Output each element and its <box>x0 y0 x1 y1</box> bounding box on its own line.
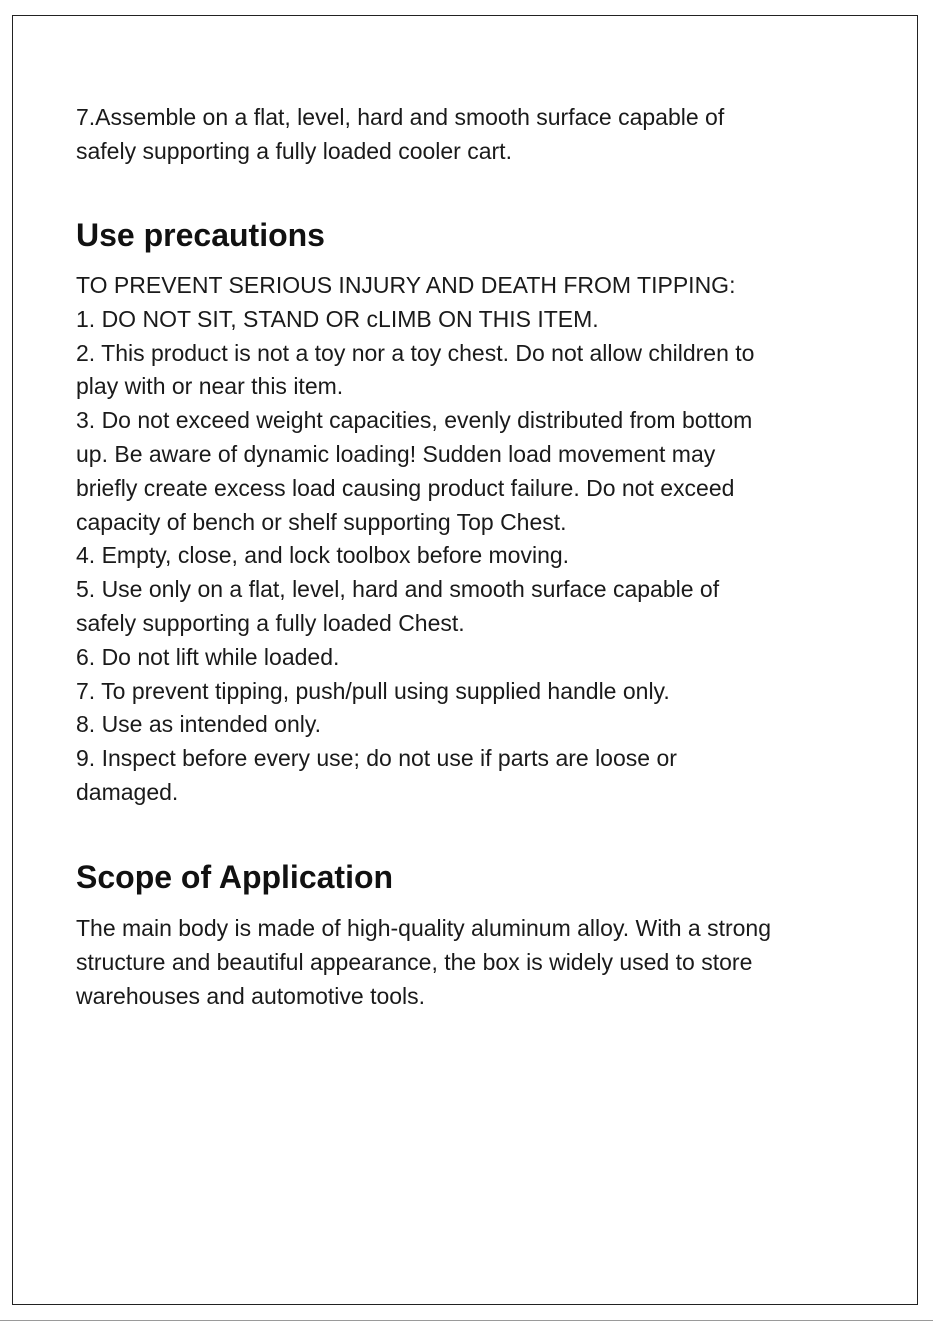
precaution-line: 3. Do not exceed weight capacities, evenly distributed from bottom <box>76 407 753 434</box>
precaution-line: 9. Inspect before every use; do not use if parts are loose or <box>76 745 677 772</box>
precautions-list <box>76 269 876 810</box>
document-body <box>76 100 876 1013</box>
intro-line: safely supporting a fully loaded cooler cart. <box>76 138 512 164</box>
precaution-line: safely supporting a fully loaded Chest. <box>76 609 465 636</box>
scope-heading: Scope of Application <box>76 858 394 895</box>
scope-paragraph <box>76 911 876 1013</box>
scope-line: structure and beautiful appearance, the box is widely used to store <box>76 948 753 975</box>
precaution-line: 8. Use as intended only. <box>76 711 322 738</box>
scope-line: warehouses and automotive tools. <box>76 982 426 1009</box>
precaution-line: briefly create excess load causing product failure. Do not exceed <box>76 474 735 501</box>
bottom-divider <box>0 1320 933 1321</box>
precaution-line: up. Be aware of dynamic loading! Sudden load movement may <box>76 440 716 467</box>
precaution-line: capacity of bench or shelf supporting Top Chest. <box>76 508 567 535</box>
precaution-warning: TO PREVENT SERIOUS INJURY AND DEATH FROM TIPPING: <box>76 272 736 298</box>
precaution-line: 1. DO NOT SIT, STAND OR cLIMB ON THIS ITEM. <box>76 305 599 332</box>
intro-line: 7.Assemble on a flat, level, hard and smooth surface capable of <box>76 104 725 130</box>
precautions-heading: Use precautions <box>76 217 325 253</box>
scope-line: The main body is made of high-quality aluminum alloy. With a strong <box>76 914 772 941</box>
intro-paragraph <box>76 100 876 168</box>
precaution-line: 4. Empty, close, and lock toolbox before moving. <box>76 542 570 569</box>
precaution-line: damaged. <box>76 778 179 805</box>
precaution-line: 5. Use only on a flat, level, hard and smooth surface capable of <box>76 576 720 603</box>
precaution-line: 6. Do not lift while loaded. <box>76 643 340 670</box>
precaution-line: 2. This product is not a toy nor a toy chest. Do not allow children to <box>76 339 755 366</box>
precaution-line: play with or near this item. <box>76 373 344 400</box>
precaution-line: 7. To prevent tipping, push/pull using supplied handle only. <box>76 677 670 704</box>
